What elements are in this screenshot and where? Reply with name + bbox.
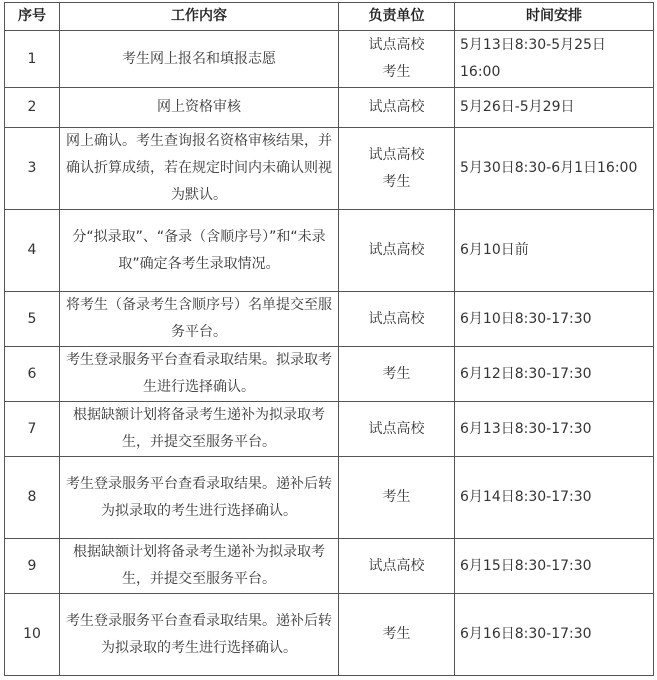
row-time: 6月14日8:30-17:30 bbox=[455, 457, 654, 539]
row-unit: 考生 bbox=[339, 594, 455, 676]
row-unit: 试点高校 考生 bbox=[339, 31, 455, 88]
header-unit: 负责单位 bbox=[339, 3, 455, 31]
row-content: 网上资格审核 bbox=[60, 88, 339, 128]
row-unit: 试点高校 bbox=[339, 402, 455, 457]
row-content: 网上确认。考生查询报名资格审核结果，并确认折算成绩，若在规定时间内未确认则视为默认。 bbox=[60, 128, 339, 210]
row-content: 考生登录服务平台查看录取结果。递补后转为拟录取的考生进行选择确认。 bbox=[60, 594, 339, 676]
row-time: 5月26日-5月29日 bbox=[455, 88, 654, 128]
row-number: 7 bbox=[5, 402, 60, 457]
row-time: 6月10日前 bbox=[455, 210, 654, 292]
row-unit: 考生 bbox=[339, 457, 455, 539]
row-number: 10 bbox=[5, 594, 60, 676]
row-number: 4 bbox=[5, 210, 60, 292]
row-unit: 试点高校 bbox=[339, 88, 455, 128]
table-row bbox=[5, 539, 654, 594]
table-row bbox=[5, 128, 654, 210]
table-row bbox=[5, 402, 654, 457]
row-number: 9 bbox=[5, 539, 60, 594]
table-row bbox=[5, 292, 654, 347]
row-number: 1 bbox=[5, 31, 60, 88]
row-unit: 试点高校 bbox=[339, 210, 455, 292]
row-number: 5 bbox=[5, 292, 60, 347]
row-unit: 试点高校 bbox=[339, 539, 455, 594]
table-row bbox=[5, 457, 654, 539]
row-unit: 试点高校 bbox=[339, 292, 455, 347]
row-content: 考生登录服务平台查看录取结果。拟录取考生进行选择确认。 bbox=[60, 347, 339, 402]
row-unit: 试点高校 考生 bbox=[339, 128, 455, 210]
row-content: 根据缺额计划将备录考生递补为拟录取考生，并提交至服务平台。 bbox=[60, 539, 339, 594]
row-number: 6 bbox=[5, 347, 60, 402]
row-content: 考生网上报名和填报志愿 bbox=[60, 31, 339, 88]
row-number: 3 bbox=[5, 128, 60, 210]
row-time: 6月13日8:30-17:30 bbox=[455, 402, 654, 457]
row-content: 考生登录服务平台查看录取结果。递补后转为拟录取的考生进行选择确认。 bbox=[60, 457, 339, 539]
header-content: 工作内容 bbox=[60, 3, 339, 31]
table-row bbox=[5, 88, 654, 128]
row-time: 6月10日8:30-17:30 bbox=[455, 292, 654, 347]
table-row bbox=[5, 594, 654, 676]
row-content: 分“拟录取”、“备录（含顺序号）”和“未录取”确定各考生录取情况。 bbox=[60, 210, 339, 292]
row-time: 5月13日8:30-5月25日 16:00 bbox=[455, 31, 654, 88]
header-row bbox=[5, 3, 654, 31]
row-time: 6月15日8:30-17:30 bbox=[455, 539, 654, 594]
row-content: 根据缺额计划将备录考生递补为拟录取考生，并提交至服务平台。 bbox=[60, 402, 339, 457]
row-unit: 考生 bbox=[339, 347, 455, 402]
row-number: 2 bbox=[5, 88, 60, 128]
row-time: 6月16日8:30-17:30 bbox=[455, 594, 654, 676]
row-content: 将考生（备录考生含顺序号）名单提交至服务平台。 bbox=[60, 292, 339, 347]
row-time: 5月30日8:30-6月1日16:00 bbox=[455, 128, 654, 210]
table-row bbox=[5, 347, 654, 402]
header-no: 序号 bbox=[5, 3, 60, 31]
row-time: 6月12日8:30-17:30 bbox=[455, 347, 654, 402]
table-row bbox=[5, 210, 654, 292]
row-number: 8 bbox=[5, 457, 60, 539]
schedule-table bbox=[4, 2, 654, 676]
header-time: 时间安排 bbox=[455, 3, 654, 31]
table-row bbox=[5, 31, 654, 88]
